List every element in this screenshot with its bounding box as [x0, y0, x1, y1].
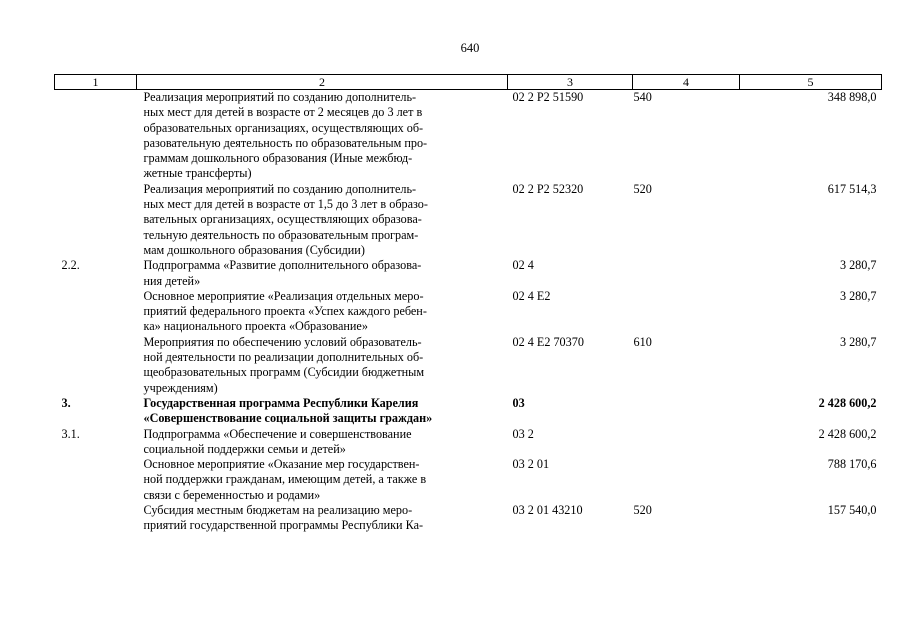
row-name-line: «Совершенствование социальной защиты граждан» [143, 411, 433, 426]
row-code: 02 2 P2 52320 [512, 181, 584, 196]
row-name-line: щеобразовательных программ (Субсидии бюджетным [143, 365, 425, 380]
row-kind [633, 258, 740, 289]
row-number: 3. [61, 395, 71, 410]
row-sum: 3 280,7 [839, 288, 877, 303]
table-row [55, 182, 882, 258]
row-name [137, 427, 508, 458]
row-name-line: приятий государственной программы Республики Ка- [143, 518, 424, 533]
row-code: 02 2 P2 51590 [512, 90, 584, 104]
row-kind: 540 [633, 90, 652, 104]
table-row [55, 90, 882, 182]
row-name-line: ных мест для детей в возрасте от 1,5 до 3 лет в образо- [143, 197, 428, 212]
table-row [55, 396, 882, 427]
row-kind [633, 457, 740, 503]
row-number [55, 289, 137, 335]
table-row [55, 258, 882, 289]
row-sum: 3 280,7 [839, 334, 877, 349]
row-name-line: учреждениям) [143, 380, 218, 395]
row-number: 3.1. [61, 426, 80, 441]
header-col-2: 2 [137, 75, 508, 90]
row-name-line: граммам дошкольного образования (Иные межбюд- [143, 151, 413, 166]
row-code: 02 4 E2 [512, 288, 551, 303]
row-name-line: Субсидия местным бюджетам на реализацию меро- [143, 503, 413, 518]
row-name-line: Мероприятия по обеспечению условий образователь- [143, 334, 422, 349]
row-code: 03 2 01 43210 [512, 503, 583, 518]
row-name-line: ка» национального проекта «Образование» [143, 319, 368, 334]
row-code: 03 2 [512, 426, 534, 441]
row-name [137, 335, 508, 396]
row-name [137, 396, 508, 427]
row-name [137, 503, 508, 534]
row-sum: 2 428 600,2 [818, 395, 877, 410]
row-sum: 617 514,3 [827, 181, 877, 196]
header-col-5: 5 [740, 75, 882, 90]
row-name-line: мам дошкольного образования (Субсидии) [143, 242, 365, 257]
row-kind: 520 [633, 503, 652, 518]
row-kind: 610 [633, 334, 652, 349]
row-name [137, 90, 508, 182]
row-number [55, 182, 137, 258]
row-sum: 157 540,0 [827, 503, 877, 518]
row-name-line: ных мест для детей в возрасте от 2 месяцев до 3 лет в [143, 105, 423, 120]
table-row [55, 503, 882, 534]
row-sum: 348 898,0 [827, 90, 877, 104]
table-header [55, 75, 882, 90]
row-kind [633, 396, 740, 427]
table-body [55, 90, 882, 534]
row-number [55, 90, 137, 182]
row-sum: 788 170,6 [827, 457, 877, 472]
row-sum: 2 428 600,2 [818, 426, 877, 441]
row-name-line: Подпрограмма «Обеспечение и совершенствование [143, 426, 412, 441]
table-row [55, 289, 882, 335]
header-col-1: 1 [55, 75, 137, 90]
row-name-line: тельную деятельность по образовательным програм- [143, 227, 419, 242]
row-name [137, 258, 508, 289]
row-code: 02 4 [512, 258, 534, 273]
row-number: 2.2. [61, 258, 80, 273]
row-name-line: Подпрограмма «Развитие дополнительного образова- [143, 258, 422, 273]
row-name-line: Основное мероприятие «Оказание мер государствен- [143, 457, 420, 472]
row-sum: 3 280,7 [839, 258, 877, 273]
row-kind: 520 [633, 181, 652, 196]
row-name [137, 182, 508, 258]
page-number: 640 [460, 41, 480, 55]
row-code: 03 2 01 [512, 457, 550, 472]
table-row [55, 427, 882, 458]
row-name-line: разовательную деятельность по образовательным про- [143, 135, 428, 150]
row-name-line: ния детей» [143, 273, 201, 288]
table-row [55, 335, 882, 396]
row-code: 03 [512, 395, 525, 410]
row-name-line: приятий федерального проекта «Успех каждого ребен- [143, 304, 427, 319]
row-name-line: ной поддержки гражданам, имеющим детей, а также в [143, 472, 427, 487]
row-name-line: вательных организациях, осуществляющих образова- [143, 212, 422, 227]
row-name-line: связи с беременностью и родами» [143, 487, 321, 502]
row-name-line: Реализация мероприятий по созданию дополнитель- [143, 181, 417, 196]
header-col-3: 3 [508, 75, 633, 90]
row-name [137, 289, 508, 335]
row-name-line: Основное мероприятие «Реализация отдельных меро- [143, 288, 424, 303]
row-number [55, 503, 137, 534]
header-col-4: 4 [633, 75, 740, 90]
table-row [55, 457, 882, 503]
row-number [55, 457, 137, 503]
row-number [55, 335, 137, 396]
row-name-line: ной деятельности по реализации дополнительных об- [143, 350, 424, 365]
row-kind [633, 427, 740, 458]
row-name-line: образовательных организациях, осуществляющих об- [143, 120, 424, 135]
budget-table [54, 74, 882, 534]
row-kind [633, 289, 740, 335]
row-name-line: социальной поддержки семьи и детей» [143, 441, 346, 456]
row-name [137, 457, 508, 503]
row-name-line: Государственная программа Республики Карелия [143, 395, 419, 410]
row-name-line: жетные трансферты) [143, 166, 252, 181]
row-code: 02 4 E2 70370 [512, 334, 584, 349]
row-name-line: Реализация мероприятий по созданию дополнитель- [143, 90, 417, 104]
